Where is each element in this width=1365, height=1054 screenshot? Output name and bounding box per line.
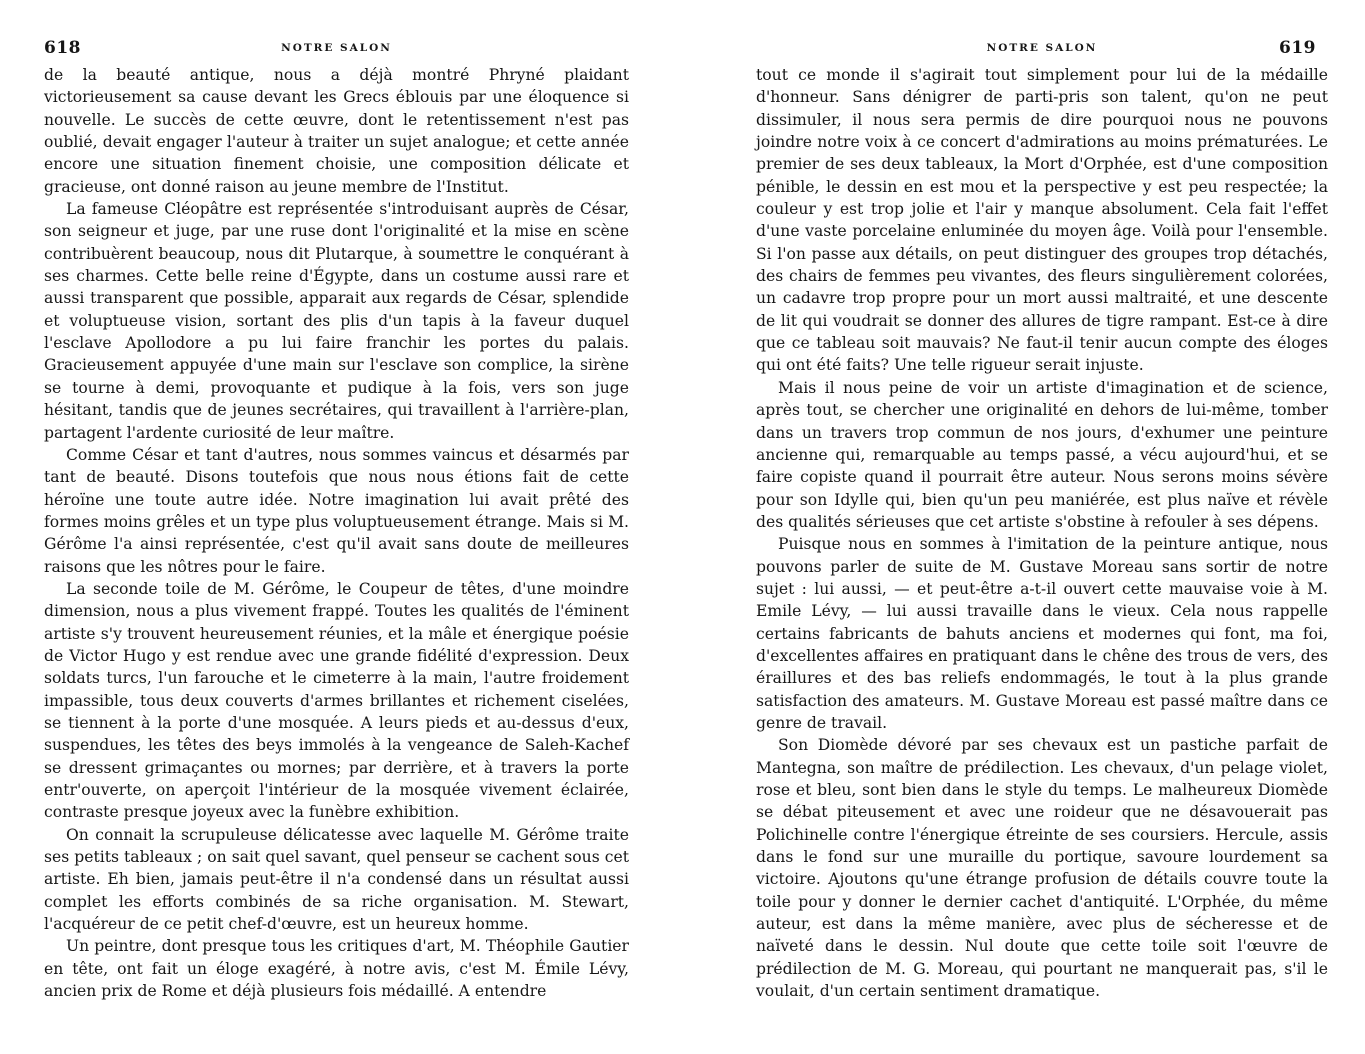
right-running-header — [756, 38, 1328, 62]
right-running-title: NOTRE SALON — [986, 42, 1098, 54]
paragraph: tout ce monde il s'agirait tout simplement pour lui de la médaille d'honneur. Sans dénigrer de parti-pris son talent, qu'on ne peut dissimuler, il nous sera permis de dire pourquoi nous ne pouvons joindre notre voix à ce concert d'admirations au moins prématurées. Le premier de ses deux tableaux, la Mort d'Orphée, est d'une composition pénible, le dessin en est mou et la perspective y est peu respectée; la couleur y est trop jolie et l'air y manque absolument. Cela fait l'effet d'une vaste porcelaine enluminée du moyen âge. Voilà pour l'ensemble. Si l'on passe aux détails, on peut distinguer des groupes trop détachés, des chairs de femmes peu vivantes, des fleurs singulièrement colorées, un cadavre trop propre pour un mort aussi maltraité, et une descente de lit qui voudrait se donner des allures de tigre rampant. Est-ce à dire que ce tableau soit mauvais? Ne faut-il tenir aucun compte des éloges qui ont été faits? Une telle rigueur serait injuste. — [756, 66, 1328, 375]
right-page-text — [756, 64, 1328, 1002]
left-page — [44, 38, 629, 1002]
paragraph: Comme César et tant d'autres, nous sommes vaincus et désarmés par tant de beauté. Disons toutefois que nous nous étions fait de cette héroïne une toute autre idée. Notre imagination lui avait prêté des formes moins grêles et un type plus voluptueusement étrange. Mais si M. Gérôme l'a ainsi représentée, c'est qu'il avait sans doute de meilleures raisons que les nôtres pour le faire. — [44, 445, 629, 576]
left-page-number: 618 — [44, 38, 81, 58]
paragraph: Un peintre, dont presque tous les critiques d'art, M. Théophile Gautier en tête, ont fait un éloge exagéré, à notre avis, c'est M. Émile Lévy, ancien prix de Rome et déjà plusieurs fois médaillé. A entendre — [44, 937, 629, 1001]
paragraph: Puisque nous en sommes à l'imitation de la peinture antique, nous pouvons parler de suite de M. Gustave Moreau sans sortir de notre sujet : lui aussi, — et peut-être a-t-il ouvert cette mauvaise voie à M. Emile Lévy, — lui aussi travaille dans le vieux. Cela nous rappelle certains fabricants de bahuts anciens et modernes qui font, ma foi, d'excellentes affaires en pratiquant dans le chêne des trous de vers, des éraillures et des bas reliefs endommagés, le tout à la plus grande satisfaction des amateurs. M. Gustave Moreau est passé maître dans ce genre de travail. — [756, 535, 1328, 732]
paragraph: La seconde toile de M. Gérôme, le Coupeur de têtes, d'une moindre dimension, nous a plus vivement frappé. Toutes les qualités de l'éminent artiste s'y trouvent heureusement réunies, et la mâle et énergique poésie de Victor Hugo y est rendue avec une grande fidélité d'expression. Deux soldats turcs, l'un farouche et le cimeterre à la main, l'autre froidement impassible, tous deux couverts d'armes brillantes et richement ciselées, se tiennent à la porte d'une mosquée. A leurs pieds et au-dessus d'eux, suspendues, les têtes des beys immolés à la vengeance de Saleh-Kachef se dressent grimaçantes ou mornes; par derrière, et à travers la porte entr'ouverte, on aperçoit l'intérieur de la mosquée vivement éclairée, contraste presque joyeux avec la funèbre exhibition. — [44, 579, 629, 822]
left-running-title: NOTRE SALON — [281, 42, 392, 54]
left-page-text — [44, 64, 629, 1002]
right-page-number: 619 — [1279, 38, 1316, 58]
paragraph: Son Diomède dévoré par ses chevaux est un pastiche parfait de Mantegna, son maître de prédilection. Les chevaux, d'un pelage violet, rose et bleu, sont bien dans le style du temps. Le malheureux Diomède se débat piteusement et avec une roideur que ne désavouerait pas Polichinelle contre l'énergique étreinte de ses coursiers. Hercule, assis dans le fond sur une muraille du portique, savoure lourdement sa victoire. Ajoutons qu'une étrange profusion de détails couvre toute la toile pour y donner le dernier cachet d'antiquité. L'Orphée, du même auteur, est dans la même manière, avec plus de sécheresse et de naïveté dans le dessin. Nul doute que cette toile soit l'œuvre de prédilection de M. G. Moreau, qui pourtant ne manquerait pas, s'il le voulait, d'un certain sentiment dramatique. — [756, 736, 1328, 1001]
paragraph: On connait la scrupuleuse délicatesse avec laquelle M. Gérôme traite ses petits tableaux ; on sait quel savant, quel penseur se cachent sous cet artiste. Eh bien, jamais peut-être il n'a condensé dans un résultat aussi complet les efforts combinés de sa riche organisation. M. Stewart, l'acquéreur de ce petit chef-d'œuvre, est un heureux homme. — [44, 825, 629, 934]
paragraph: Mais il nous peine de voir un artiste d'imagination et de science, après tout, se chercher une originalité en dehors de lui-même, tomber dans un travers trop commun de nos jours, d'exhumer une peinture ancienne qui, remarquable au temps passé, a vécu aujourd'hui, et se faire copiste quand il pourrait être auteur. Nous serons moins sévère pour son Idylle qui, bien qu'un peu maniérée, est plus naïve et révèle des qualités sérieuses que cet artiste s'obstine à refouler à ses dépens. — [756, 378, 1328, 531]
paragraph: La fameuse Cléopâtre est représentée s'introduisant auprès de César, son seigneur et juge, par une ruse dont l'originalité et la mise en scène contribuèrent beaucoup, nous dit Plutarque, à soumettre le conquérant à ses charmes. Cette belle reine d'Égypte, dans un costume aussi rare et aussi transparent que possible, apparait aux regards de César, splendide et voluptueuse vision, sortant des plis d'un tapis à la faveur duquel l'esclave Apollodore a pu lui faire franchir les portes du palais. Gracieusement appuyée d'une main sur l'esclave son complice, la sirène se tourne à demi, provoquante et pudique à la fois, vers son juge hésitant, tandis que de jeunes secrétaires, qui travaillent à l'arrière-plan, partagent l'ardente curiosité de leur maître. — [44, 200, 629, 442]
paragraph: de la beauté antique, nous a déjà montré Phryné plaidant victorieusement sa cause devant les Grecs éblouis par une éloquence si nouvelle. Le succès de cette œuvre, dont le retentissement n'est pas oublié, devait engager l'auteur à traiter un sujet analogue; et cette année encore une situation finement choisie, une composition délicate et gracieuse, ont donné raison au jeune membre de l'Institut. — [44, 66, 629, 196]
right-page — [756, 38, 1328, 1002]
left-running-header — [44, 38, 629, 62]
